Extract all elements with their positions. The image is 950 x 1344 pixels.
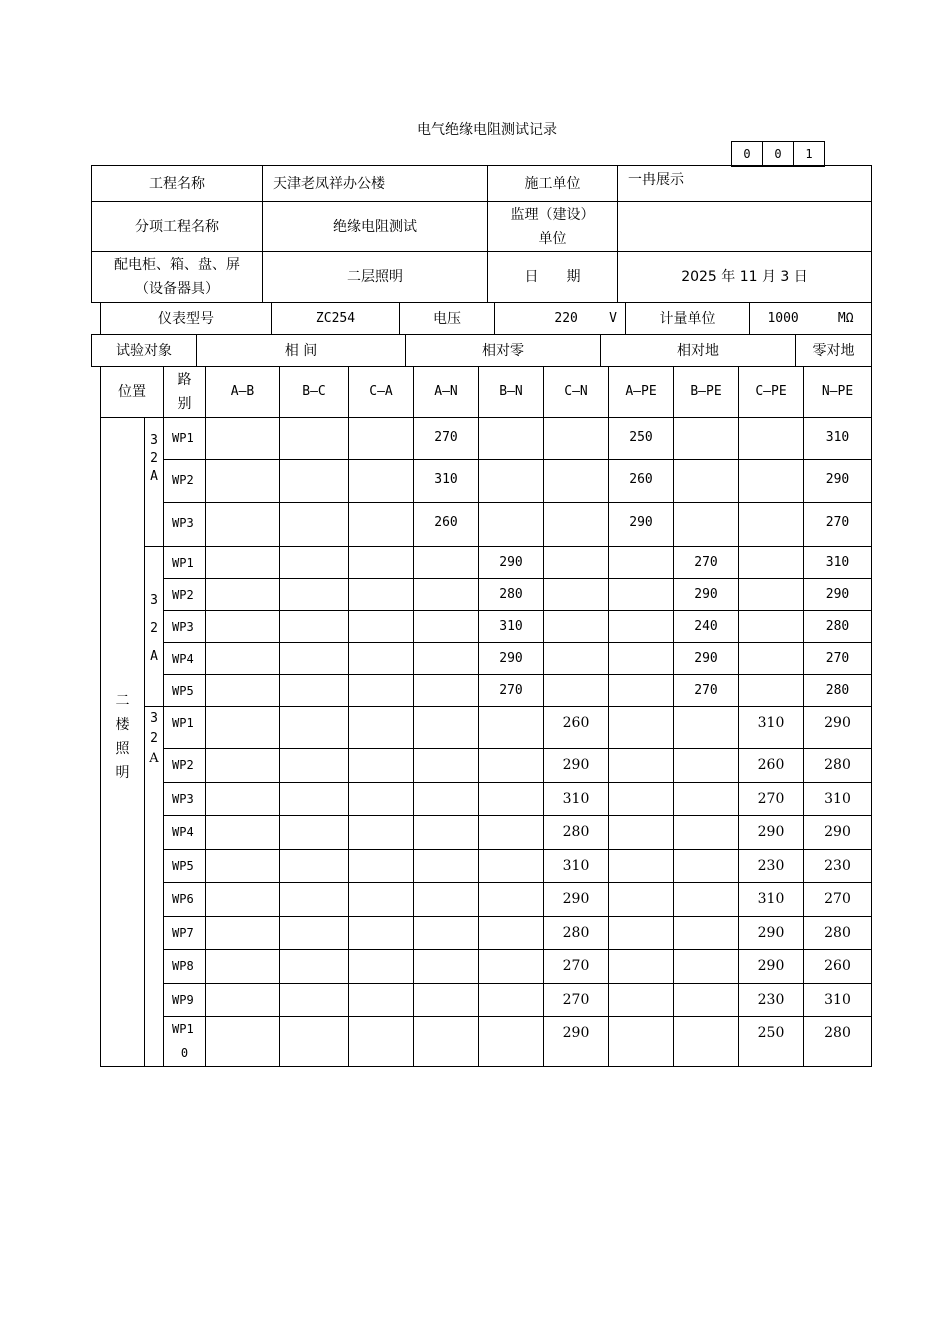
value-cell <box>206 611 280 643</box>
value-cell <box>414 707 479 749</box>
value-cell: 310 <box>544 783 609 816</box>
table-row <box>101 984 872 1017</box>
value-cell: 290 <box>479 547 544 579</box>
value-cell <box>674 783 739 816</box>
breaker-char: A <box>150 649 158 664</box>
measure-unit: MΩ <box>837 310 854 326</box>
value-cell <box>280 917 349 950</box>
value-cell: 290 <box>479 643 544 675</box>
location-char: 楼 <box>115 717 130 733</box>
serial-digit: 0 <box>763 142 794 167</box>
value-cell <box>674 984 739 1017</box>
value-cell <box>206 883 280 917</box>
value-cell: 310 <box>804 783 872 816</box>
value-cell <box>206 1017 280 1067</box>
value-cell <box>349 707 414 749</box>
location-char: 明 <box>115 765 130 781</box>
value-cell <box>674 883 739 917</box>
value-cell <box>609 707 674 749</box>
value-cell: 230 <box>739 984 804 1017</box>
value-cell: 310 <box>804 418 872 460</box>
value-cell <box>674 850 739 883</box>
value-cell <box>349 783 414 816</box>
value-cell <box>206 816 280 850</box>
breaker-char: 2 <box>150 451 158 466</box>
value-cell: 280 <box>804 917 872 950</box>
breaker-cell <box>145 547 164 707</box>
value-cell <box>479 883 544 917</box>
value-cell <box>479 816 544 850</box>
location-cell <box>101 418 145 1067</box>
value-cell <box>280 460 349 503</box>
value-cell <box>349 984 414 1017</box>
value-cell <box>414 643 479 675</box>
value-cell <box>349 675 414 707</box>
value-cell <box>544 579 609 611</box>
value-cell <box>544 675 609 707</box>
value-cell <box>280 643 349 675</box>
location-char: 照 <box>115 741 130 757</box>
value-cell: 280 <box>804 749 872 783</box>
table-row <box>101 850 872 883</box>
column-header: A—PE <box>609 367 674 418</box>
value-cell: 310 <box>804 984 872 1017</box>
circuit-text-part: 0 <box>180 1046 189 1060</box>
value-cell <box>349 579 414 611</box>
value-cell <box>206 783 280 816</box>
value-cell: 230 <box>739 850 804 883</box>
value-cell <box>609 984 674 1017</box>
circuit-cell: WP4 <box>164 643 206 675</box>
value-cell <box>280 783 349 816</box>
measure-number: 1000 <box>767 310 799 326</box>
value-cell: 270 <box>479 675 544 707</box>
value-cell <box>349 460 414 503</box>
value-cell: 290 <box>739 816 804 850</box>
value-cell <box>609 917 674 950</box>
equipment-label-line2: （设备器具） <box>135 281 219 297</box>
value-cell: 270 <box>414 418 479 460</box>
serial-number-box <box>731 141 825 167</box>
table-row <box>101 418 872 460</box>
column-header: C—PE <box>739 367 804 418</box>
value-cell: 230 <box>804 850 872 883</box>
value-cell <box>206 579 280 611</box>
value-cell <box>609 643 674 675</box>
value-cell <box>739 460 804 503</box>
supervisor-label-line1: 监理（建设） <box>510 206 595 223</box>
circuit-cell: WP5 <box>164 675 206 707</box>
value-cell <box>414 749 479 783</box>
value-cell <box>349 643 414 675</box>
circuit-cell: WP3 <box>164 783 206 816</box>
value-cell <box>479 749 544 783</box>
value-cell <box>609 675 674 707</box>
value-cell <box>280 850 349 883</box>
value-cell <box>414 883 479 917</box>
value-cell: 290 <box>609 503 674 547</box>
phase-to-ground-label: 相对地 <box>601 335 796 367</box>
value-cell <box>206 547 280 579</box>
neutral-to-ground-label: 零对地 <box>796 335 872 367</box>
value-cell <box>414 850 479 883</box>
breaker-cell <box>145 418 164 547</box>
value-cell: 310 <box>804 547 872 579</box>
value-cell <box>479 984 544 1017</box>
value-cell: 310 <box>739 707 804 749</box>
value-cell <box>280 611 349 643</box>
position-header: 位置 <box>101 367 164 418</box>
value-cell <box>206 917 280 950</box>
measure-unit-label: 计量单位 <box>626 303 750 335</box>
supervisor-label-line2: 单位 <box>538 230 567 247</box>
breaker-char: 3 <box>150 593 158 608</box>
value-cell: 290 <box>804 816 872 850</box>
value-cell <box>280 984 349 1017</box>
value-cell <box>414 675 479 707</box>
phase-to-phase-label: 相 间 <box>197 335 406 367</box>
value-cell <box>674 1017 739 1067</box>
value-cell: 280 <box>804 611 872 643</box>
location-char: 二 <box>115 693 130 709</box>
equipment-label <box>92 252 263 303</box>
value-cell <box>609 850 674 883</box>
value-cell: 270 <box>804 883 872 917</box>
equipment-label-line1: 配电柜、箱、盘、屏 <box>114 257 240 273</box>
value-cell <box>739 675 804 707</box>
value-cell: 270 <box>804 503 872 547</box>
contractor-label: 施工单位 <box>488 166 618 202</box>
value-cell: 270 <box>544 950 609 984</box>
value-cell: 290 <box>804 707 872 749</box>
value-cell <box>674 418 739 460</box>
circuit-cell: WP3 <box>164 503 206 547</box>
circuit-header-line2: 别 <box>177 396 192 412</box>
circuit-cell: WP7 <box>164 917 206 950</box>
table-row <box>101 675 872 707</box>
value-cell: 260 <box>739 749 804 783</box>
value-cell <box>674 503 739 547</box>
value-cell <box>280 749 349 783</box>
value-cell <box>479 950 544 984</box>
value-cell <box>414 1017 479 1067</box>
circuit-cell <box>164 1017 206 1067</box>
value-cell <box>609 611 674 643</box>
header-info-table <box>91 165 872 303</box>
value-cell <box>206 749 280 783</box>
meter-model-label: 仪表型号 <box>101 303 272 335</box>
value-cell <box>674 460 739 503</box>
value-cell: 290 <box>544 1017 609 1067</box>
value-cell <box>609 816 674 850</box>
voltage-value <box>495 303 626 335</box>
value-cell <box>479 1017 544 1067</box>
table-row <box>101 460 872 503</box>
supervisor-label <box>488 202 618 252</box>
circuit-cell: WP9 <box>164 984 206 1017</box>
value-cell: 250 <box>609 418 674 460</box>
table-row <box>101 503 872 547</box>
value-cell <box>349 1017 414 1067</box>
value-cell <box>349 917 414 950</box>
value-cell <box>280 950 349 984</box>
value-cell <box>414 950 479 984</box>
test-object-label: 试验对象 <box>92 335 197 367</box>
column-header: C—A <box>349 367 414 418</box>
value-cell: 310 <box>414 460 479 503</box>
table-row <box>101 643 872 675</box>
value-cell <box>206 418 280 460</box>
circuit-header <box>164 367 206 418</box>
value-cell: 290 <box>739 950 804 984</box>
table-row <box>101 950 872 984</box>
value-cell <box>349 883 414 917</box>
value-cell <box>206 984 280 1017</box>
value-cell <box>206 850 280 883</box>
value-cell <box>349 611 414 643</box>
project-name-label: 工程名称 <box>92 166 263 202</box>
value-cell: 290 <box>674 643 739 675</box>
value-cell: 310 <box>479 611 544 643</box>
value-cell <box>280 883 349 917</box>
value-cell <box>414 547 479 579</box>
value-cell <box>414 783 479 816</box>
value-cell <box>280 503 349 547</box>
value-cell: 260 <box>414 503 479 547</box>
value-cell: 260 <box>804 950 872 984</box>
serial-digit: 1 <box>794 142 825 167</box>
value-cell <box>280 707 349 749</box>
table-row <box>101 749 872 783</box>
breaker-char: 2 <box>150 731 158 746</box>
breaker-cell <box>145 707 164 1067</box>
column-header: B—C <box>280 367 349 418</box>
circuit-cell: WP5 <box>164 850 206 883</box>
supervisor-value <box>618 202 872 252</box>
column-header: B—N <box>479 367 544 418</box>
value-cell: 310 <box>739 883 804 917</box>
serial-digit: 0 <box>732 142 763 167</box>
value-cell <box>280 579 349 611</box>
column-header: A—B <box>206 367 280 418</box>
value-cell <box>739 547 804 579</box>
value-cell: 270 <box>544 984 609 1017</box>
value-cell: 270 <box>804 643 872 675</box>
value-cell: 270 <box>674 547 739 579</box>
value-cell: 250 <box>739 1017 804 1067</box>
value-cell <box>206 503 280 547</box>
value-cell <box>349 749 414 783</box>
test-object-table <box>91 334 872 367</box>
value-cell <box>739 579 804 611</box>
voltage-label: 电压 <box>400 303 495 335</box>
value-cell <box>349 850 414 883</box>
value-cell <box>544 611 609 643</box>
value-cell <box>479 707 544 749</box>
value-cell <box>414 984 479 1017</box>
table-row <box>101 611 872 643</box>
value-cell <box>739 503 804 547</box>
value-cell: 280 <box>544 816 609 850</box>
value-cell <box>609 1017 674 1067</box>
value-cell <box>674 917 739 950</box>
project-name-value: 天津老凤祥办公楼 <box>263 166 488 202</box>
value-cell <box>349 547 414 579</box>
breaker-char: 2 <box>150 621 158 636</box>
value-cell: 240 <box>674 611 739 643</box>
value-cell <box>414 579 479 611</box>
value-cell: 260 <box>544 707 609 749</box>
value-cell <box>739 643 804 675</box>
value-cell: 290 <box>804 579 872 611</box>
value-cell <box>206 707 280 749</box>
value-cell <box>280 418 349 460</box>
value-cell <box>349 816 414 850</box>
circuit-cell: WP2 <box>164 749 206 783</box>
breaker-char: 3 <box>150 711 158 726</box>
table-row <box>101 707 872 749</box>
value-cell <box>609 547 674 579</box>
meter-info-table <box>100 302 872 335</box>
column-header: C—N <box>544 367 609 418</box>
circuit-cell: WP8 <box>164 950 206 984</box>
value-cell <box>609 579 674 611</box>
value-cell <box>609 749 674 783</box>
value-cell <box>280 1017 349 1067</box>
value-cell: 290 <box>739 917 804 950</box>
value-cell <box>674 816 739 850</box>
value-cell <box>544 503 609 547</box>
value-cell <box>280 675 349 707</box>
value-cell <box>674 707 739 749</box>
value-cell <box>349 950 414 984</box>
circuit-text-part: WP1 <box>172 1022 194 1036</box>
table-row <box>101 883 872 917</box>
value-cell <box>609 950 674 984</box>
circuit-cell: WP1 <box>164 707 206 749</box>
breaker-char: A <box>150 469 158 484</box>
column-header: A—N <box>414 367 479 418</box>
measurement-table <box>100 366 872 1067</box>
value-cell: 270 <box>739 783 804 816</box>
table-row <box>101 579 872 611</box>
contractor-value: 一冉展示 <box>618 166 872 202</box>
value-cell <box>349 418 414 460</box>
value-cell <box>414 917 479 950</box>
circuit-cell: WP1 <box>164 418 206 460</box>
value-cell: 260 <box>609 460 674 503</box>
value-cell: 280 <box>804 1017 872 1067</box>
value-cell <box>544 547 609 579</box>
value-cell <box>739 611 804 643</box>
value-cell <box>544 460 609 503</box>
value-cell <box>349 503 414 547</box>
circuit-cell: WP2 <box>164 579 206 611</box>
value-cell <box>544 418 609 460</box>
circuit-cell: WP2 <box>164 460 206 503</box>
circuit-header-line1: 路 <box>177 372 192 388</box>
value-cell <box>479 503 544 547</box>
value-cell <box>280 816 349 850</box>
value-cell <box>206 643 280 675</box>
value-cell <box>674 749 739 783</box>
table-row <box>101 816 872 850</box>
value-cell: 280 <box>479 579 544 611</box>
table-row <box>101 547 872 579</box>
value-cell <box>414 611 479 643</box>
circuit-cell: WP6 <box>164 883 206 917</box>
sub-project-label: 分项工程名称 <box>92 202 263 252</box>
circuit-cell: WP4 <box>164 816 206 850</box>
value-cell <box>479 418 544 460</box>
value-cell <box>609 783 674 816</box>
date-label: 日 期 <box>488 252 618 303</box>
table-row <box>101 1017 872 1067</box>
page-title: 电气绝缘电阻测试记录 <box>417 122 557 138</box>
voltage-number: 220 <box>554 310 578 326</box>
value-cell: 280 <box>544 917 609 950</box>
value-cell <box>479 850 544 883</box>
value-cell <box>609 883 674 917</box>
value-cell <box>674 950 739 984</box>
phase-to-neutral-label: 相对零 <box>406 335 601 367</box>
value-cell <box>206 675 280 707</box>
value-cell <box>280 547 349 579</box>
value-cell: 290 <box>804 460 872 503</box>
table-row <box>101 783 872 816</box>
value-cell <box>206 950 280 984</box>
value-cell <box>479 917 544 950</box>
voltage-unit: V <box>609 310 617 326</box>
value-cell <box>479 783 544 816</box>
value-cell: 270 <box>674 675 739 707</box>
value-cell <box>479 460 544 503</box>
table-row <box>101 917 872 950</box>
breaker-char: 3 <box>150 433 158 448</box>
value-cell: 280 <box>804 675 872 707</box>
value-cell: 290 <box>674 579 739 611</box>
sub-project-value: 绝缘电阻测试 <box>263 202 488 252</box>
value-cell: 310 <box>544 850 609 883</box>
breaker-char: A <box>149 751 159 766</box>
value-cell: 290 <box>544 883 609 917</box>
column-header-row <box>101 367 872 418</box>
value-cell <box>739 418 804 460</box>
value-cell <box>206 460 280 503</box>
circuit-cell: WP3 <box>164 611 206 643</box>
value-cell <box>544 643 609 675</box>
measure-value <box>750 303 872 335</box>
meter-model-value: ZC254 <box>272 303 400 335</box>
column-header: B—PE <box>674 367 739 418</box>
value-cell <box>414 816 479 850</box>
date-value: 2025 年 11 月 3 日 <box>618 252 872 303</box>
circuit-cell: WP1 <box>164 547 206 579</box>
value-cell: 290 <box>544 749 609 783</box>
equipment-value: 二层照明 <box>263 252 488 303</box>
column-header: N—PE <box>804 367 872 418</box>
